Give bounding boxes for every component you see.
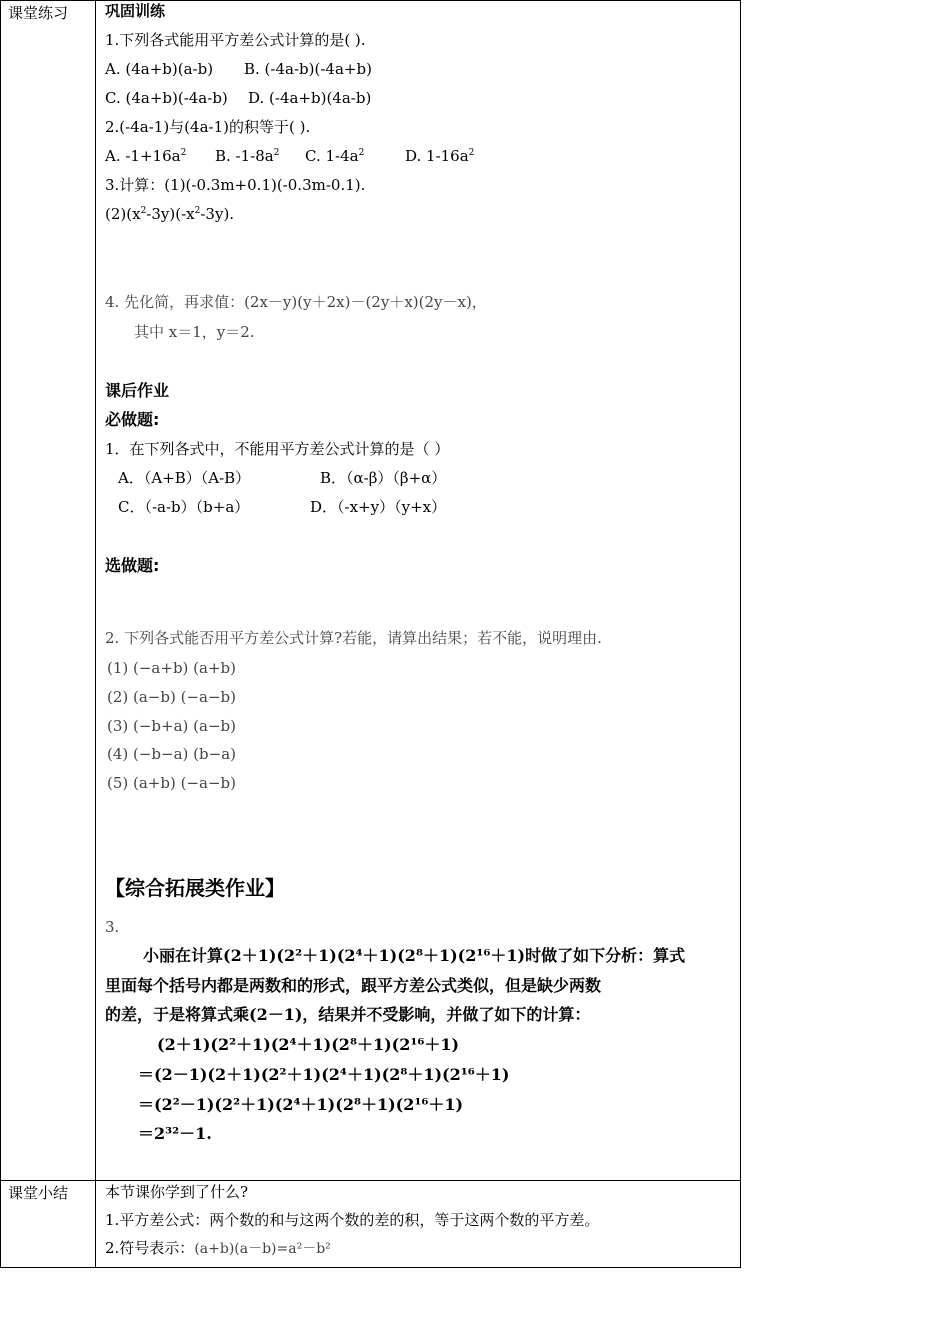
- hw-q1-options-row2: [118, 497, 447, 517]
- summary-question: 本节课你学到了什么?: [105, 1183, 249, 1201]
- q1-options-row1: [105, 59, 372, 79]
- row-label-practice: 课堂练习: [8, 4, 69, 22]
- q1-options-row2: [105, 88, 372, 108]
- hw-q1-stem: 1．在下列各式中，不能用平方差公式计算的是（ ）: [105, 440, 450, 458]
- row-divider: [0, 1180, 741, 1181]
- q2-stem: 2.(-4a-1)与(4a-1)的积等于( ).: [105, 118, 311, 136]
- column-divider: [95, 0, 96, 1268]
- summary-point-1: 1.平方差公式：两个数的和与这两个数的差的积，等于这两个数的平方差。: [105, 1211, 600, 1229]
- practice-heading: 巩固训练: [105, 2, 166, 20]
- q1-option-c: C. (4a+b)(-4a-b): [105, 89, 228, 107]
- q1-option-a: A. (4a+b)(a-b): [105, 60, 214, 78]
- q2-option-c: C. $1-4a^2$: [305, 147, 365, 165]
- optional-label: 选做题:: [105, 556, 160, 575]
- extension-eq2: ＝(2－1)(2＋1)(2²＋1)(2⁴＋1)(2⁸＋1)(2¹⁶＋1): [138, 1065, 510, 1084]
- q1-option-b: B. (-4a-b)(-4a+b): [244, 60, 372, 78]
- hw-q1-option-d: D．（-x+y）（y+x）: [310, 498, 447, 516]
- hw-q1-option-c: C．（-a-b）（b+a）: [118, 498, 250, 516]
- row-label-summary: 课堂小结: [8, 1184, 69, 1202]
- hw-q2-stem: 2. 下列各式能否用平方差公式计算?若能，请算出结果；若不能，说明理由.: [105, 629, 602, 647]
- q1-option-d: D. (-4a+b)(4a-b): [248, 89, 372, 107]
- extension-eq3: ＝(2²－1)(2²＋1)(2⁴＋1)(2⁸＋1)(2¹⁶＋1): [138, 1095, 464, 1114]
- extension-para-line1: 小丽在计算(2＋1)(2²＋1)(2⁴＋1)(2⁸＋1)(2¹⁶＋1)时做了如下分析：算式: [143, 946, 686, 965]
- hw-q1-option-a: A．（A+B）（A-B）: [118, 469, 251, 487]
- q3-part2: $(2)(x^2-3y)(-x^2-3y)$.: [105, 205, 235, 223]
- hw-q1-option-b: B．（α-β）（β+α）: [320, 469, 447, 487]
- hw-q2-item-5: (5) (a+b) (−a−b): [107, 774, 236, 792]
- hw-q1-options-row1: [118, 468, 447, 488]
- extension-number: 3.: [105, 918, 120, 936]
- hw-q2-item-2: (2) (a−b) (−a−b): [107, 688, 236, 706]
- extension-para-line3: 的差，于是将算式乘(2－1)，结果并不受影响，并做了如下的计算：: [105, 1005, 591, 1024]
- summary-point-2: 2.符号表示：(a+b)(a－b)=a²－b²: [105, 1239, 331, 1257]
- q2-option-b: B. $-1-8a^2$: [215, 147, 280, 165]
- homework-heading: 课后作业: [105, 381, 170, 400]
- hw-q2-item-1: (1) (−a+b) (a+b): [107, 659, 236, 677]
- q4-line2: 其中 x＝1，y＝2.: [134, 323, 255, 341]
- q2-option-d: D. $1-16a^2$: [405, 147, 475, 165]
- hw-q2-item-3: (3) (−b+a) (a−b): [107, 717, 236, 735]
- q2-option-a: A. $-1+16a^2$: [105, 147, 187, 165]
- hw-q2-item-4: (4) (−b−a) (b−a): [107, 745, 236, 763]
- q1-stem: 1.下列各式能用平方差公式计算的是( ).: [105, 31, 366, 49]
- q3-stem: 3.计算：(1)(-0.3m+0.1)(-0.3m-0.1).: [105, 176, 366, 194]
- extension-heading: 【综合拓展类作业】: [105, 876, 285, 900]
- required-label: 必做题:: [105, 410, 160, 429]
- extension-eq1: (2＋1)(2²＋1)(2⁴＋1)(2⁸＋1)(2¹⁶＋1): [157, 1035, 460, 1054]
- q4-line1: 4. 先化简，再求值：(2x－y)(y＋2x)－(2y＋x)(2y－x)，: [105, 293, 487, 311]
- extension-eq4: ＝2³²－1.: [138, 1124, 212, 1143]
- formula: (a+b)(a－b)=a²－b²: [194, 1241, 331, 1257]
- extension-para-line2: 里面每个括号内都是两数和的形式，跟平方差公式类似，但是缺少两数: [105, 976, 602, 995]
